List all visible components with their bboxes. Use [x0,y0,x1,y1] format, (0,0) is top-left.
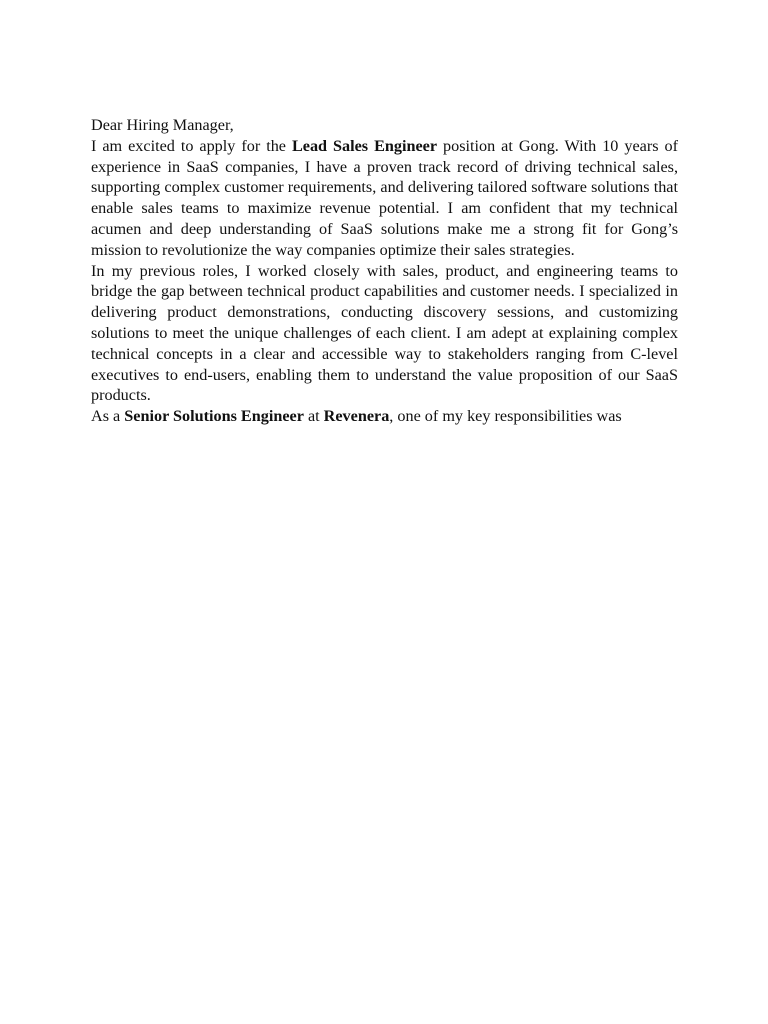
paragraph-senior-role-text-2: at [303,407,324,426]
paragraph-senior-role-text-3: , one of my key responsibilities was [389,407,622,426]
paragraph-intro-text-2: position at Gong. With 10 years of experience in SaaS companies, I have a proven track record of driving technical sales, supporting complex customer requirements, and delivering tailored software solutions that enable sales teams to maximize revenue potential. I am confident that my technical acumen and deep understanding of SaaS solutions make me a strong fit for Gong’s mission to revolutionize the way companies optimize their sales strategies. [91,136,678,259]
company-name-revenera: Revenera [323,407,390,426]
salutation: Dear Hiring Manager, [91,116,234,134]
paragraph-senior-role-text-1: As a [91,407,125,426]
cover-letter-body [91,115,678,427]
job-title-lead-sales-engineer: Lead Sales Engineer [291,136,438,155]
paragraph-intro [91,136,678,261]
paragraph-experience: In my previous roles, I worked closely with sales, product, and engineering teams to bridge the gap between technical product capabilities and customer needs. I specialized in delivering product demonstrations, conducting discovery sessions, and customizing solutions to meet the unique challenges of each client. I am adept at explaining complex technical concepts in a clear and accessible way to stakeholders ranging from C-level executives to end-users, enabling them to understand the value proposition of our SaaS products. [91,261,678,405]
paragraph-senior-role [91,406,678,427]
paragraph-intro-text-1: I am excited to apply for the [91,136,292,155]
job-title-senior-solutions-engineer: Senior Solutions Engineer [124,407,304,426]
